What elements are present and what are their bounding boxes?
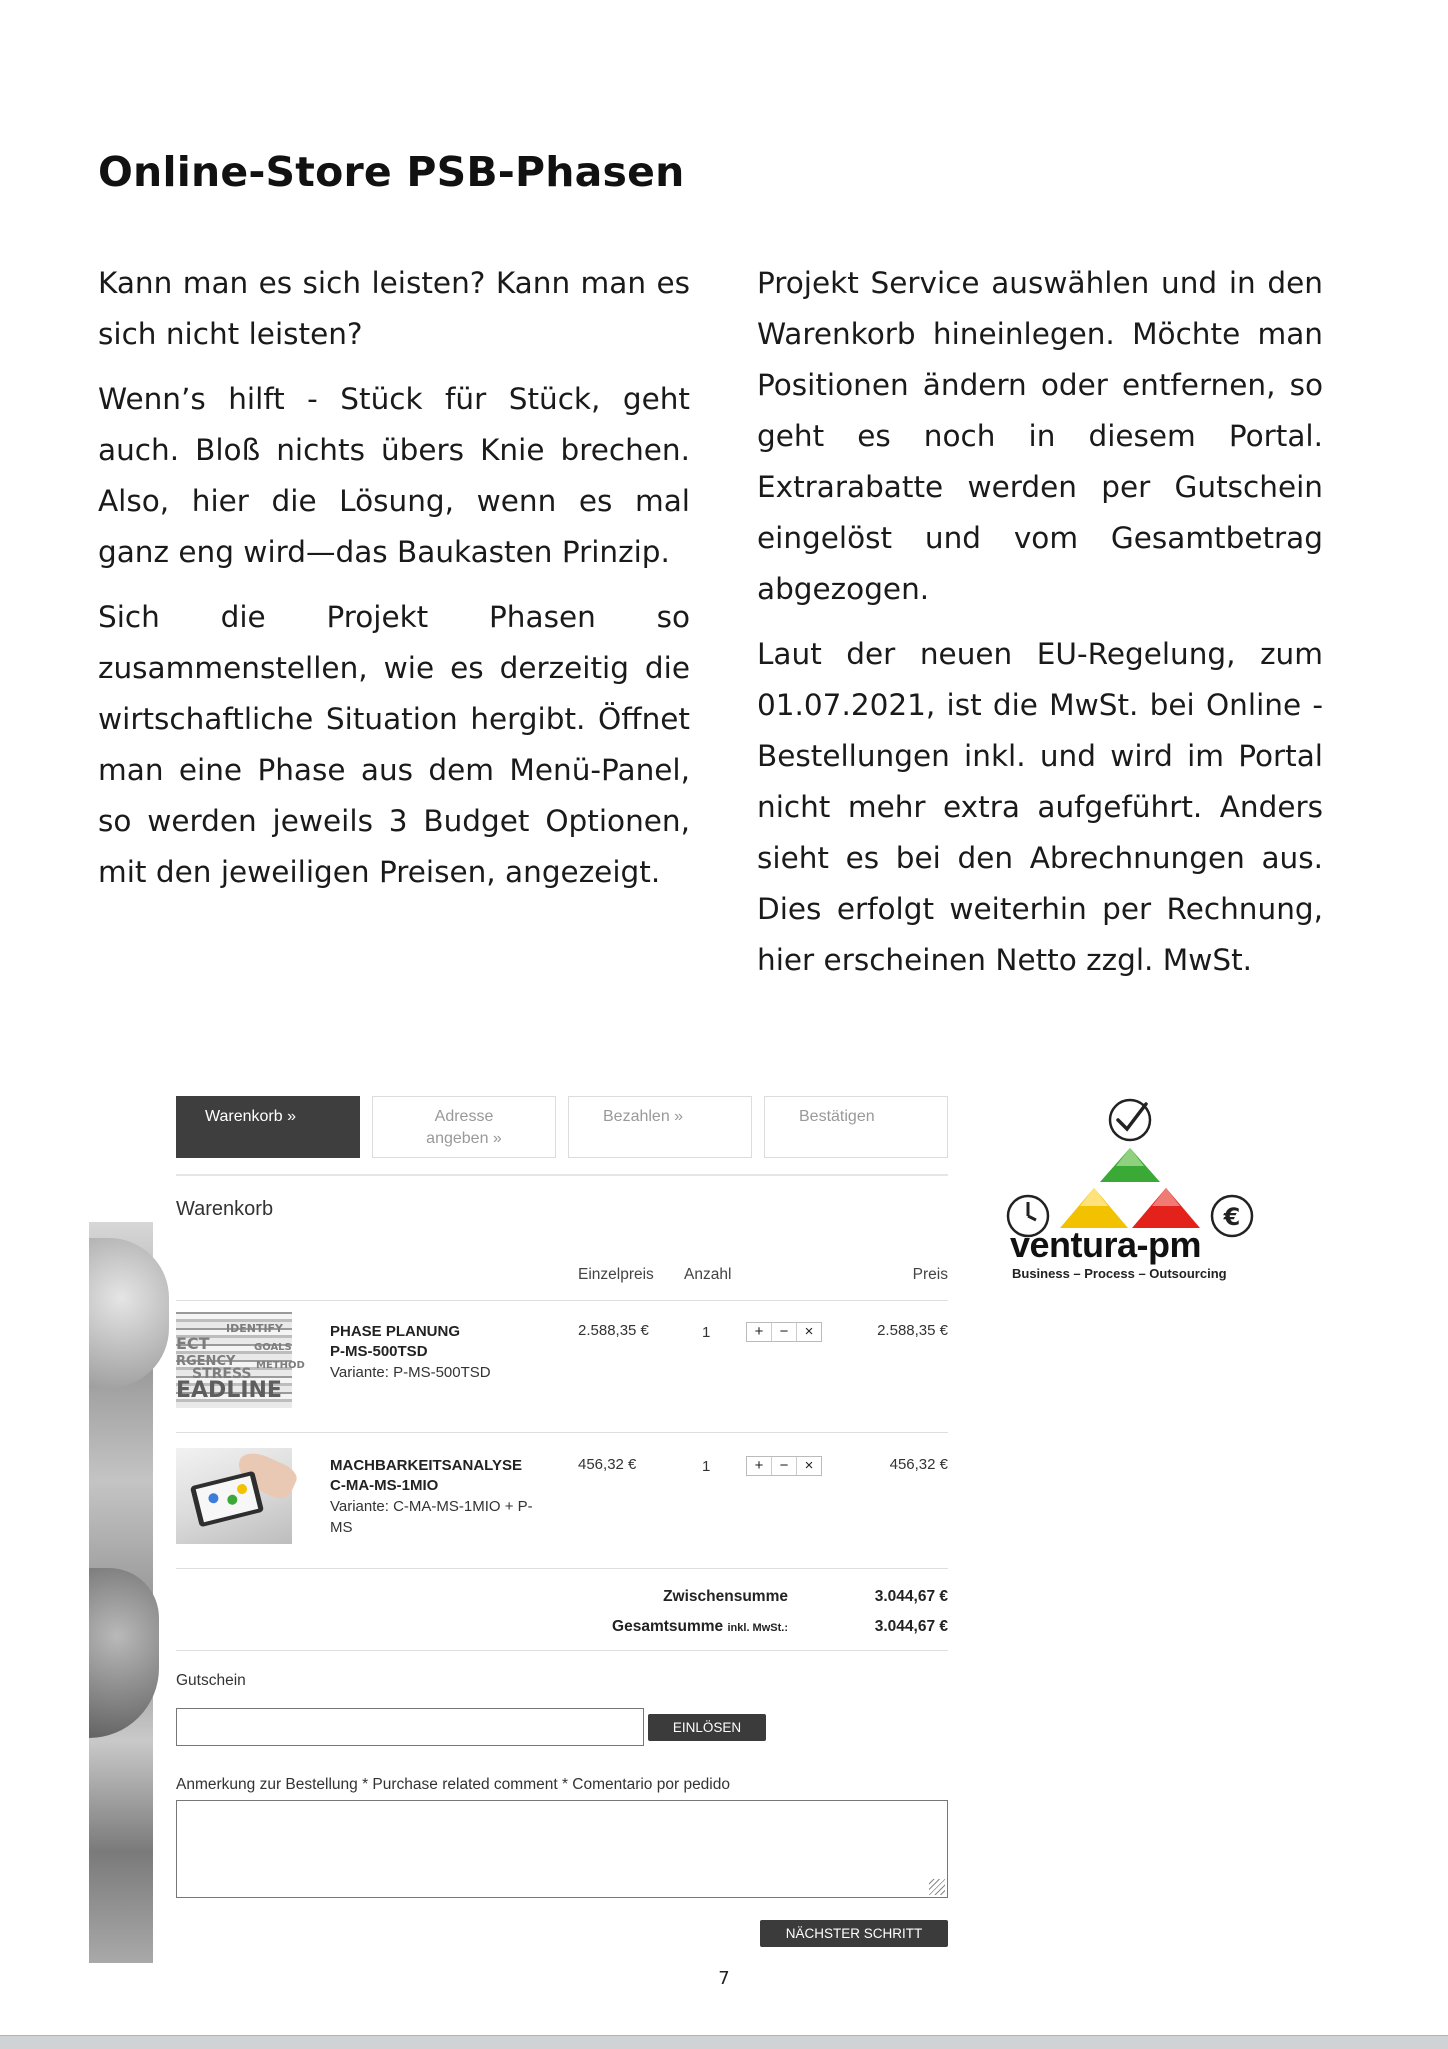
step-payment[interactable]: Bezahlen » [568, 1096, 752, 1158]
product-variant: Variante: P-MS-500TSD [330, 1364, 491, 1381]
product-sku: P-MS-500TSD [330, 1343, 428, 1360]
product-name[interactable]: PHASE PLANUNG [330, 1323, 461, 1340]
step-address[interactable]: Adresse angeben » [372, 1096, 556, 1158]
remove-button[interactable]: × [804, 1323, 814, 1340]
unit-price: 2.588,35 € [578, 1322, 649, 1339]
product-sku: C-MA-MS-1MIO [330, 1477, 439, 1494]
step-confirm[interactable]: Bestätigen [764, 1096, 948, 1158]
product-image: IDENTIFY ECT RGENCY STRESS EADLINE GOALS METHOD [176, 1312, 292, 1408]
quantity-controls [746, 1456, 822, 1476]
total-suffix: inkl. MwSt.: [727, 1622, 788, 1634]
line-price: 456,32 € [889, 1456, 948, 1473]
column-header-quantity: Anzahl [684, 1266, 732, 1283]
total-value: 3.044,67 € [874, 1618, 948, 1635]
checkout-steps [176, 1096, 948, 1158]
line-price: 2.588,35 € [877, 1322, 948, 1339]
increase-button[interactable]: + [747, 1323, 772, 1341]
product-image [176, 1448, 292, 1544]
subtotal-value: 3.044,67 € [874, 1588, 948, 1605]
step-cart[interactable]: Warenkorb » [176, 1096, 360, 1158]
remove-button[interactable]: × [804, 1457, 814, 1474]
subtotal-label: Zwischensumme [663, 1588, 788, 1605]
paragraph: Kann man es sich leisten? Kann man es sich nicht leisten? [98, 266, 690, 351]
voucher-label: Gutschein [176, 1672, 246, 1689]
product-variant: Variante: C-MA-MS-1MIO + P-MS [330, 1498, 533, 1536]
decrease-button[interactable]: − [772, 1457, 797, 1475]
column-header-unit-price: Einzelpreis [578, 1266, 654, 1283]
left-column [98, 258, 690, 912]
voucher-input[interactable] [176, 1708, 644, 1746]
unit-price: 456,32 € [578, 1456, 637, 1473]
page-number: 7 [718, 1968, 730, 1989]
logo-mark-icon [1000, 1096, 1264, 1231]
divider [176, 1650, 948, 1651]
right-column [757, 258, 1323, 1000]
table-row [176, 1438, 948, 1558]
cart-heading: Warenkorb [176, 1198, 274, 1220]
ventura-pm-logo [1000, 1096, 1264, 1286]
table-row [176, 1302, 948, 1422]
total-label: Gesamtsumme inkl. MwSt.: [612, 1618, 788, 1635]
logo-tagline: Business – Process – Outsourcing [1012, 1266, 1227, 1281]
quantity: 1 [702, 1324, 711, 1341]
column-header-price: Preis [912, 1266, 948, 1283]
paragraph: Projekt Service auswählen und in den Warenkorb hineinlegen. Möchte man Positionen ändern oder entfernen, so geht es noch in diesem Portal. Extrarabatte werden per Gutschein eingelöst und vom Gesamtbetrag abgezogen. [757, 266, 1323, 606]
comment-textarea[interactable] [176, 1800, 948, 1898]
product-name[interactable]: MACHBARKEITSANALYSE [330, 1457, 522, 1474]
divider [176, 1568, 948, 1569]
shop-screenshot [89, 1088, 975, 1963]
euro-icon: € [1223, 1203, 1241, 1231]
divider [176, 1300, 948, 1301]
paragraph: Wenn’s hilft - Stück für Stück, geht auch. Bloß nichts übers Knie brechen. Also, hier die Lösung, wenn es mal ganz eng wird—das Baukasten Prinzip. [98, 382, 690, 569]
increase-button[interactable]: + [747, 1457, 772, 1475]
next-step-button[interactable]: NÄCHSTER SCHRITT [760, 1920, 948, 1947]
decorative-shape [89, 1238, 169, 1388]
logo-name: ventura-pm [1010, 1224, 1202, 1265]
divider [176, 1432, 948, 1433]
redeem-button[interactable]: EINLÖSEN [648, 1714, 766, 1741]
paragraph: Laut der neuen EU-Regelung, zum 01.07.2021, ist die MwSt. bei Online - Bestellungen inkl. und wird im Portal nicht mehr extra aufgeführt. Anders sieht es bei den Abrechnungen aus. Dies erfolgt weiterhin per Rechnung, hier erscheinen Netto zzgl. MwSt. [757, 637, 1323, 977]
decrease-button[interactable]: − [772, 1323, 797, 1341]
page-title: Online-Store PSB-Phasen [98, 148, 685, 196]
quantity-controls [746, 1322, 822, 1342]
resize-handle-icon[interactable] [929, 1879, 945, 1895]
quantity: 1 [702, 1458, 711, 1475]
paragraph: Sich die Projekt Phasen so zusammenstellen, wie es derzeitig die wirtschaftliche Situation hergibt. Öffnet man eine Phase aus dem Menü-Panel, so werden jeweils 3 Budget Optionen, mit den jeweiligen Preisen, angezeigt. [98, 600, 690, 889]
footer-bar [0, 2035, 1448, 2049]
divider [176, 1174, 948, 1176]
comment-label: Anmerkung zur Bestellung * Purchase related comment * Comentario por pedido [176, 1776, 730, 1793]
